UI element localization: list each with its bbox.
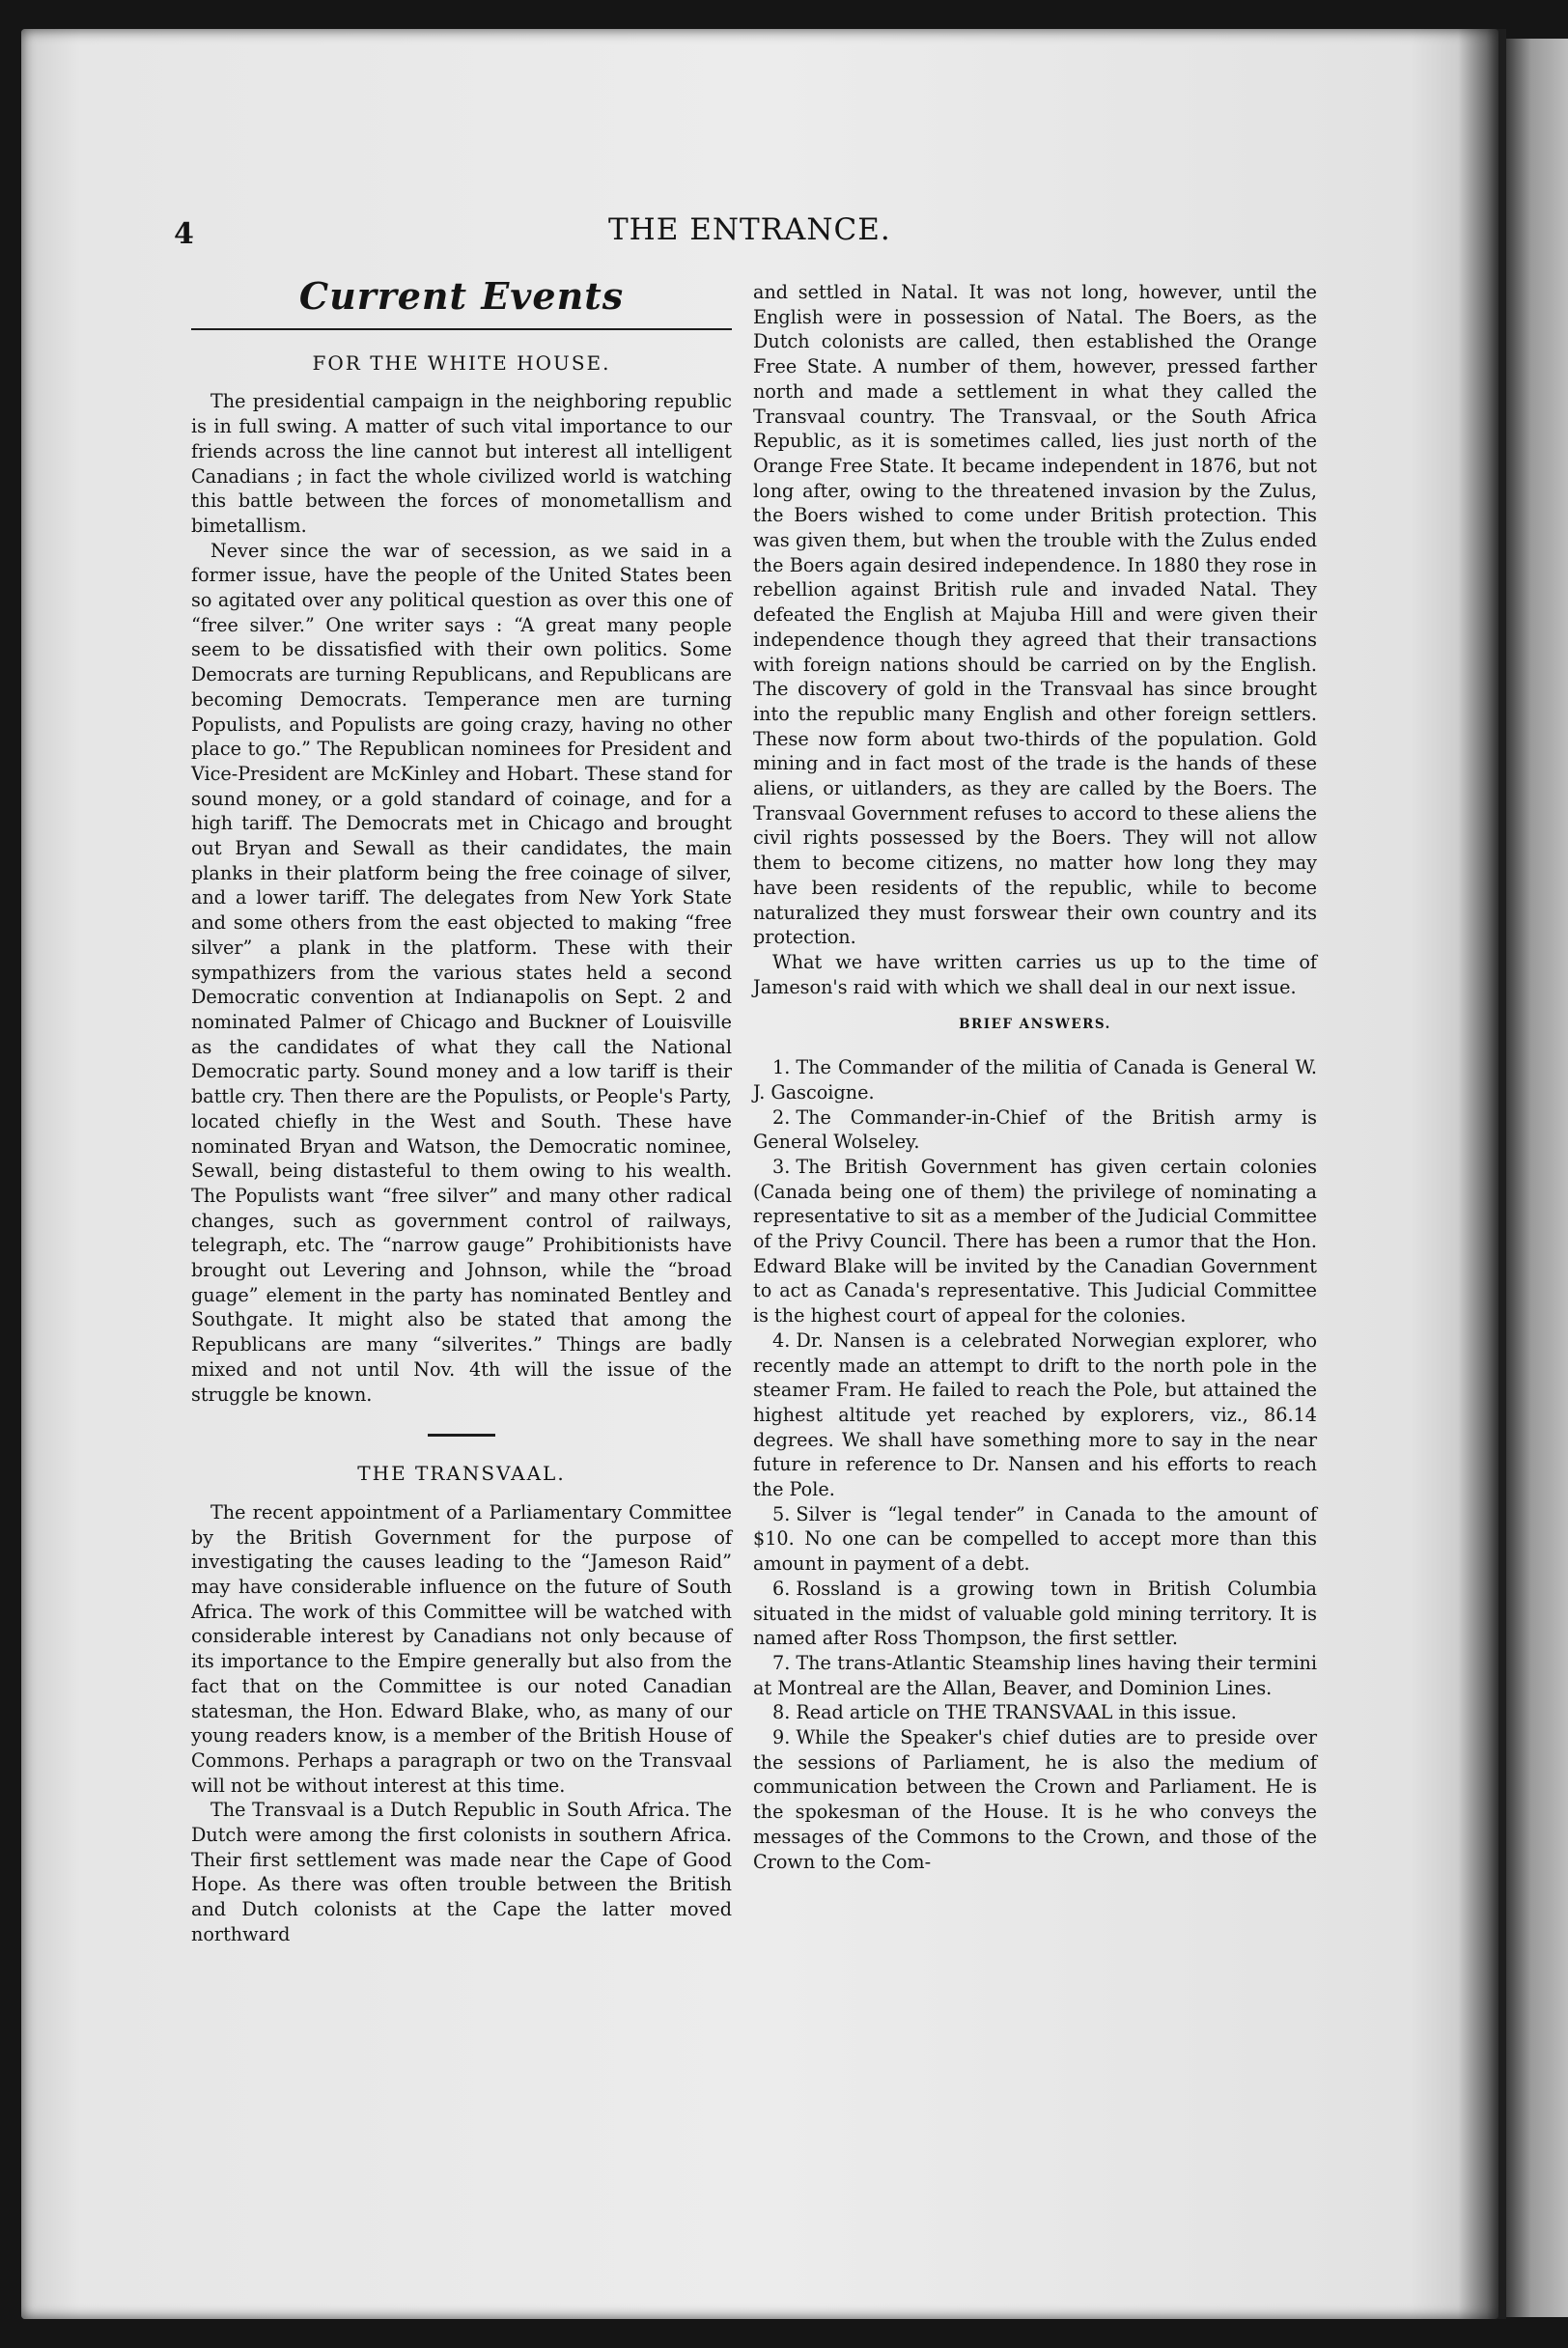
left-column — [191, 274, 732, 1947]
answer-item: 4. Dr. Nansen is a celebrated Norwegian explorer, who recently made an attempt to drift to the north pole in the steamer Fram. He failed to reach the Pole, but attained the highest altitude yet reached by explorers, viz., 86.14 degrees. We shall have something more to say in the near future in reference to Dr. Nansen and his efforts to reach the Pole. — [753, 1328, 1317, 1501]
page-number: 4 — [174, 217, 194, 251]
answer-item: 5. Silver is “legal tender” in Canada to the amount of $10. No one can be compelled to accept more than this amount in payment of a debt. — [753, 1502, 1317, 1576]
paragraph-part-1: The Transvaal is a Dutch Republic in South Africa. The Dutch were among the first colonists in southern Africa. Their first settlement was made near the Cape of Good Hope. As there was often trouble between the British and Dutch colonists at the Cape the latter moved northward — [191, 1799, 732, 1945]
answer-item: 3. The British Government has given certain colonies (Canada being one of them) the privilege of nominating a representative to sit as a member of the Judicial Committee of the Privy Council. There has been a rumor that the Hon. Edward Blake will be invited by the Canadian Government to act as Canada's representative. This Judicial Committee is the highest court of appeal for the colonies. — [753, 1155, 1317, 1328]
answer-item: 9. While the Speaker's chief duties are to preside over the sessions of Parliament, he is also the medium of communication between the Crown and Parliament. He is the spokesman of the House. It is he who conveys the messages of the Commons to the Crown, and those of the Crown to the Com- — [753, 1726, 1317, 1873]
answer-item: 7. The trans-Atlantic Steamship lines having their termini at Montreal are the Allan, Beaver, and Dominion Lines. — [753, 1651, 1317, 1699]
answer-item: 1. The Commander of the militia of Canada is General W. J. Gascoigne. — [753, 1056, 1317, 1104]
article-title-white-house: FOR THE WHITE HOUSE. — [312, 350, 611, 375]
paragraph-part-2: and settled in Natal. It was not long, however, until the English were in possession of Natal. The Boers, as the Dutch colonists are called, then established the Orange Free State. A number of them, however, pressed farther north and made a settlement in what they called the Transvaal country. The Transvaal, or the South Africa Republic, as it is sometimes called, lies just north of the Orange Free State. It became independent in 1876, but not long after, owing to the threatened invasion by the Zulus, the Boers wished to come under British protection. This was given them, but when the trouble with the Zulus ended the Boers again desired independence. In 1880 they rose in rebellion against British rule and invaded Natal. They defeated the English at Majuba Hill and were given their independence though they agreed that their transactions with foreign nations should be carried on by the English. The discovery of gold in the Transvaal has since brought into the republic many English and other foreign settlers. These now form about two-thirds of the population. Gold mining and in fact most of the trade is the hands of these aliens, or uitlanders, as they are called by the Boers. The Transvaal Government refuses to accord to these aliens the civil rights possessed by the Boers. They will not allow them to become citizens, no matter how long they may have been residents of the republic, while to become naturalized they must forswear their own country and its protection. — [753, 281, 1317, 949]
page-gutter-shadow — [1458, 29, 1506, 2319]
section-heading: Current Events — [298, 274, 625, 318]
answer-item: 2. The Commander-in-Chief of the British army is General Wolseley. — [753, 1105, 1317, 1154]
paragraph: Never since the war of secession, as we said in a former issue, have the people of the United States been so agitated over any political question as over this one of “free silver.” One writer says : “A great many people seem to be dissatisfied with their own politics. Some Democrats are turning Republicans, and Republicans are becoming Democrats. Temperance men are turning Populists, and Populists are going crazy, having no other place to go.” The Republican nominees for President and Vice-President are McKinley and Hobart. These stand for sound money, or a gold standard of coinage, and for a high tariff. The Democrats met in Chicago and brought out Bryan and Sewall as their candidates, the main planks in their platform being the free coinage of silver, and a lower tariff. The delegates from New York State and some others from the east objected to making “free silver” a plank in the platform. These with their sympathizers from the various states held a second Democratic convention at Indianapolis on Sept. 2 and nominated Palmer of Chicago and Buckner of Louisville as the candidates of what they call the National Democratic party. Sound money and a low tariff is their battle cry. Then there are the Populists, or People's Party, located chiefly in the West and South. These have nominated Bryan and Watson, the Democratic nominee, Sewall, being distasteful to them owing to his wealth. The Populists want “free silver” and many other radical changes, such as government control of railways, telegraph, etc. The “narrow gauge” Prohibitionists have brought out Levering and Johnson, while the “broad guage” element in the party has nominated Bentley and Southgate. It might also be stated that among the Republicans are many “silverites.” Things are badly mixed and not until Nov. 4th will the issue of the struggle be known. — [191, 539, 732, 1406]
paragraph: The recent appointment of a Parliamentary Committee by the British Government for the purpose of investigating the causes leading to the “Jameson Raid” may have considerable influence on the future of South Africa. The work of this Committee will be watched with considerable interest by Canadians not only because of its importance to the Empire generally but also from the fact that on the Committee is our noted Canadian statesman, the Hon. Edward Blake, who, as many of our young readers know, is a member of the British House of Commons. Perhaps a paragraph or two on the Transvaal will not be without interest at this time. — [191, 1500, 732, 1797]
paragraph: The presidential campaign in the neighboring republic is in full swing. A matter of such vital importance to our friends across the line cannot but interest all intelligent Canadians ; in fact the whole civilized world is watching this battle between the forces of monometallism and bimetallism. — [191, 390, 732, 537]
article-title-transvaal: THE TRANSVAAL. — [357, 1462, 566, 1486]
answer-item: 8. Read article on THE TRANSVAAL in this issue. — [772, 1701, 1237, 1724]
paragraph: What we have written carries us up to the time of Jameson's raid with which we shall deal in our next issue. — [753, 950, 1317, 998]
section-rule — [191, 328, 732, 330]
brief-answers-heading: BRIEF ANSWERS. — [959, 1017, 1111, 1033]
answer-item: 6. Rossland is a growing town in British Columbia situated in the midst of valuable gold mining territory. It is named after Ross Thompson, the first settler. — [753, 1577, 1317, 1650]
next-page-edge — [1506, 39, 1568, 2317]
brief-answers-list — [753, 1055, 1317, 1874]
running-head: THE ENTRANCE. — [608, 212, 891, 247]
right-column — [753, 280, 1317, 1874]
article-divider — [428, 1434, 495, 1437]
